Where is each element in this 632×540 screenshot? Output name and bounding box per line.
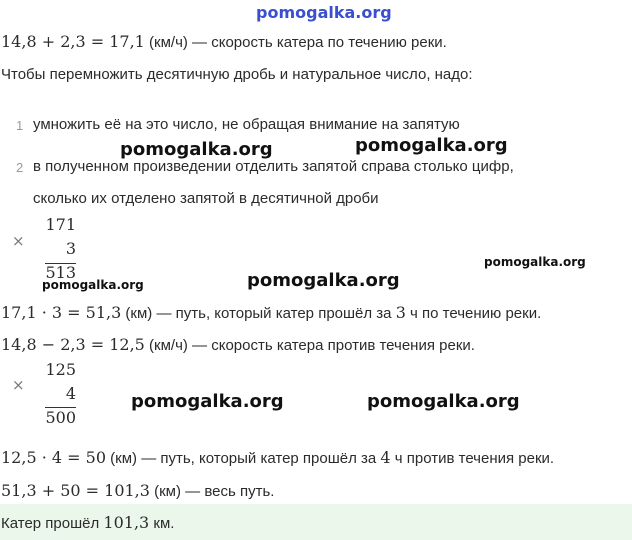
speed-upstream-formula: 14,8 − 2,3 = 12,5 [1, 335, 145, 354]
step-2-text-cont: сколько их отделено запятой в десятичной дроби [33, 190, 379, 207]
speed-upstream-text: (км/ч) — скорость катера против течения реки. [144, 337, 475, 354]
watermark-top: pomogalka.org [256, 3, 392, 22]
distance-upstream-hours: 4 [380, 448, 391, 467]
answer-box [0, 504, 632, 540]
watermark-overlay-5: pomogalka.org [367, 391, 520, 412]
watermark-overlay-4: pomogalka.org [131, 391, 284, 412]
mult1-top: 171 [45, 215, 76, 234]
watermark-overlay-2: pomogalka.org [355, 135, 508, 156]
mult2-result: 500 [45, 408, 76, 427]
watermark-overlay-3: pomogalka.org [247, 270, 400, 291]
distance-upstream-text-2: ч против течения реки. [390, 450, 555, 467]
total-distance-text: (км) — весь путь. [149, 483, 275, 500]
multiply-sign-1: × [12, 232, 25, 250]
answer-value: 101,3 [103, 513, 150, 532]
speed-upstream-line [1, 335, 475, 355]
distance-downstream-text-2: ч по течению реки. [405, 305, 542, 322]
distance-downstream-line [1, 303, 541, 323]
watermark-overlay-1: pomogalka.org [120, 139, 273, 160]
mult1-result: 513 [45, 263, 76, 282]
total-distance-line [1, 481, 274, 501]
watermark-small-1: pomogalka.org [42, 278, 144, 292]
distance-upstream-line [1, 448, 554, 468]
speed-downstream-text: (км/ч) — скорость катера по течению реки. [144, 34, 447, 51]
step-1-text: умножить её на это число, не обращая внимание на запятую [33, 116, 460, 133]
answer-unit: км. [149, 515, 175, 532]
answer-text: Катер прошёл [1, 515, 104, 532]
distance-downstream-text-1: (км) — путь, который катер прошёл за [121, 305, 396, 322]
watermark-small-2: pomogalka.org [484, 255, 586, 269]
distance-downstream-formula: 17,1 · 3 = 51,3 [1, 303, 122, 322]
distance-upstream-formula: 12,5 · 4 = 50 [1, 448, 106, 467]
speed-downstream-line [1, 32, 447, 52]
mult2-bottom: 4 [65, 384, 76, 403]
mult1-bottom: 3 [65, 239, 76, 258]
answer-line [1, 513, 174, 533]
step-2-text: в полученном произведении отделить запятой справа столько цифр, [33, 158, 514, 175]
mult2-top: 125 [45, 360, 76, 379]
total-distance-formula: 51,3 + 50 = 101,3 [1, 481, 150, 500]
distance-upstream-text-1: (км) — путь, который катер прошёл за [106, 450, 381, 467]
step-2-number: 2 [16, 160, 24, 175]
distance-downstream-hours: 3 [395, 303, 406, 322]
speed-downstream-formula: 14,8 + 2,3 = 17,1 [1, 32, 145, 51]
step-1-number: 1 [16, 118, 24, 133]
rule-intro: Чтобы перемножить десятичную дробь и натуральное число, надо: [1, 66, 473, 83]
multiply-sign-2: × [12, 376, 25, 394]
